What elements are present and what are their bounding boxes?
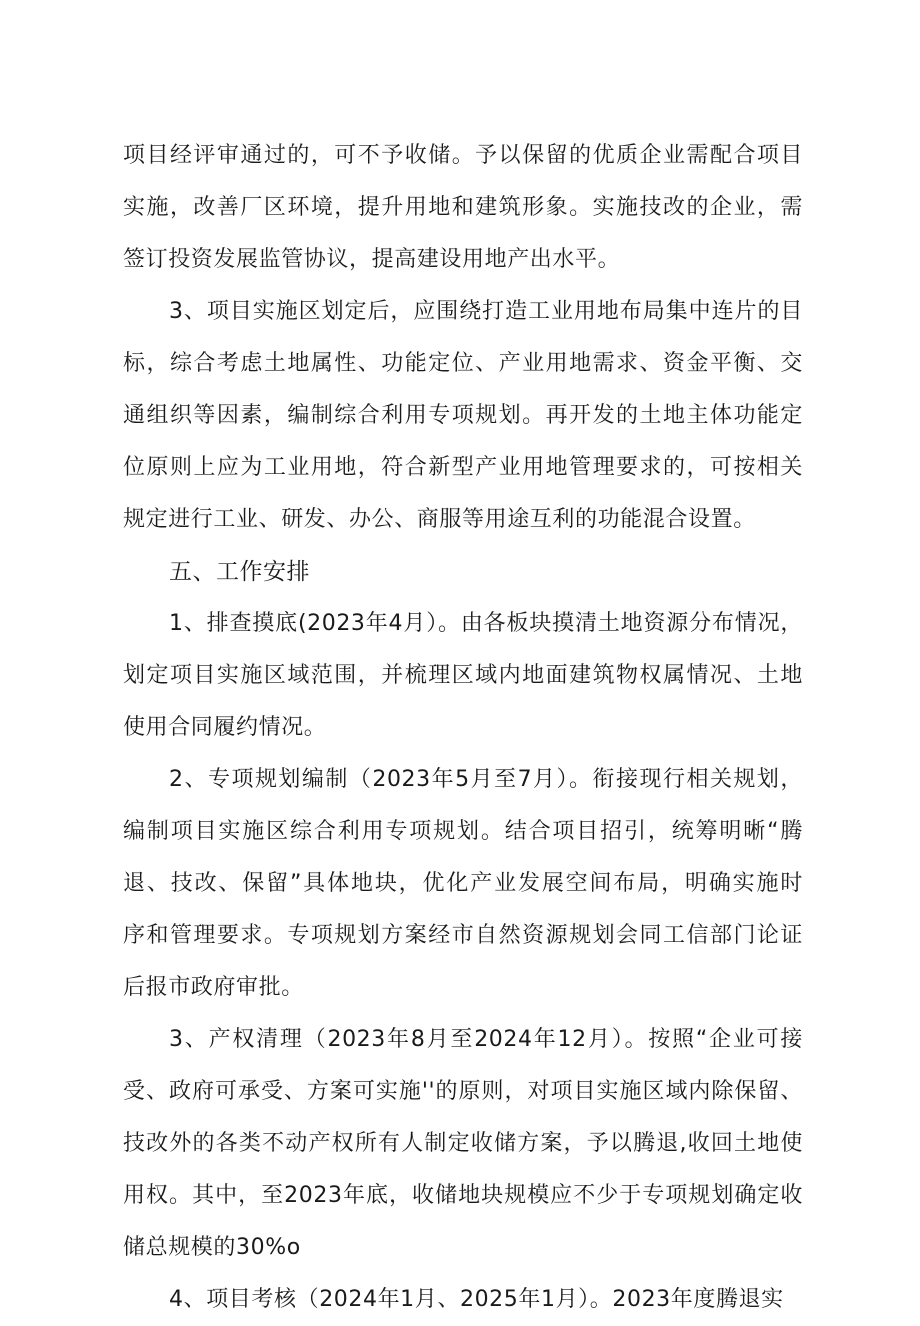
- paragraph-4-line: 4、项目考核（2024年1月、2025年1月）。2023年度腾退实: [169, 1287, 784, 1312]
- document-body: [123, 130, 803, 1326]
- section-heading: 五、工作安排: [169, 559, 310, 585]
- text-line: 标，综合考虑土地属性、功能定位、产业用地需求、资金平衡、交: [123, 351, 803, 376]
- paragraph-3-line: 3、产权清理（2023年8月至2024年12月）。按照“企业可接: [169, 1027, 803, 1052]
- text-line: 签订投资发展监管协议，提高建设用地产出水平。: [123, 247, 621, 272]
- text-line: 项目经评审通过的，可不予收储。予以保留的优质企业需配合项目: [123, 143, 803, 168]
- text-line: 技改外的各类不动产权所有人制定收储方案，予以腾退,收回土地使: [123, 1131, 803, 1156]
- text-line: 用权。其中，至2023年底，收储地块规模应不少于专项规划确定收: [123, 1183, 803, 1208]
- text-line: 序和管理要求。专项规划方案经市自然资源规划会同工信部门论证: [123, 923, 803, 948]
- text-line: 位原则上应为工业用地，符合新型产业用地管理要求的，可按相关: [123, 455, 803, 480]
- text-line: 受、政府可承受、方案可实施''的原则，对项目实施区域内除保留、: [123, 1079, 803, 1104]
- paragraph-3-line: 3、项目实施区划定后，应围绕打造工业用地布局集中连片的目: [169, 299, 803, 324]
- text-line: 储总规模的30%o: [123, 1235, 301, 1260]
- text-line: 划定项目实施区域范围，并梳理区域内地面建筑物权属情况、土地: [123, 663, 803, 688]
- text-line: 实施，改善厂区环境，提升用地和建筑形象。实施技改的企业，需: [123, 195, 803, 220]
- text-line: 退、技改、保留”具体地块，优化产业发展空间布局，明确实施时: [123, 871, 803, 896]
- paragraph-2-line: 2、专项规划编制（2023年5月至7月）。衔接现行相关规划，: [169, 767, 803, 792]
- text-line: 通组织等因素，编制综合利用专项规划。再开发的土地主体功能定: [123, 403, 803, 428]
- text-line: 编制项目实施区综合利用专项规划。结合项目招引，统筹明晰“腾: [123, 819, 803, 844]
- paragraph-1-line: 1、排查摸底(2023年4月）。由各板块摸清土地资源分布情况，: [169, 611, 803, 636]
- text-line: 规定进行工业、研发、办公、商服等用途互利的功能混合设置。: [123, 507, 756, 532]
- text-line: 使用合同履约情况。: [123, 715, 327, 740]
- text-line: 后报市政府审批。: [123, 975, 304, 1000]
